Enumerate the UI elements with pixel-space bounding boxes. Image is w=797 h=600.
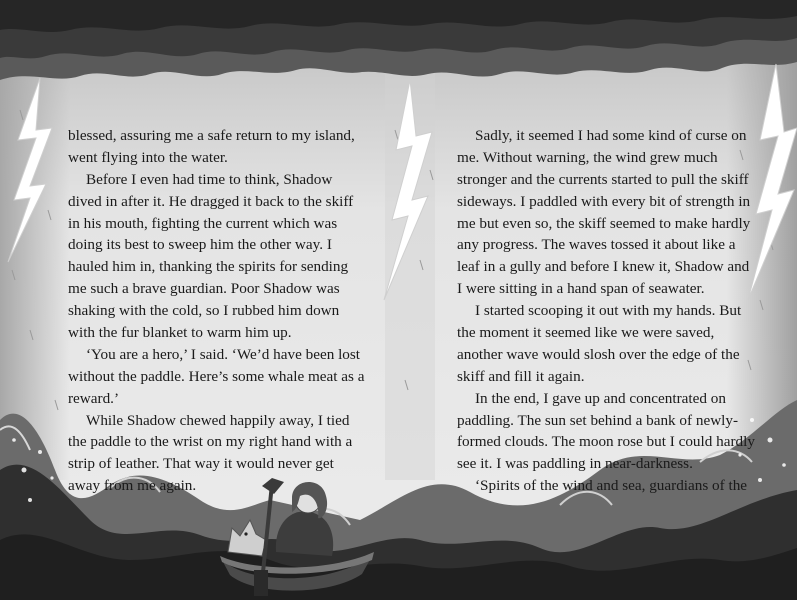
text-line: blessed, assuring me a safe return to my island, [68,127,355,144]
text-line: Sadly, it seemed I had some kind of curse on [475,127,747,144]
text-line: While Shadow chewed happily away, I tied [86,411,350,429]
text-line: I were sitting in a hand span of seawater. [457,280,705,298]
text-line: I started scooping it out with my hands. But [475,302,742,320]
text-line: In the end, I gave up and concentrated on [475,389,726,407]
text-line: away from me again. [68,477,197,495]
text-line: paddling. The sun set behind a bank of newly- [457,411,739,429]
text-line: ‘Spirits of the wind and sea, guardians of the [475,477,748,495]
text-line: formed clouds. The moon rose but I could hardly [457,433,755,451]
text-line: any progress. The waves tossed it about like a [457,236,736,254]
left-page-text [68,125,364,497]
text-line: the paddle to the wrist on my right hand with a [68,433,353,451]
text-line: without the paddle. Here’s some whale meat as a [68,367,365,385]
text-line: hauled him in, thanking the spirits for sending [68,258,349,276]
text-line: sideways. I paddled with every bit of strength in [457,192,751,210]
paddle-blade-bottom [254,570,268,596]
text-line: me such a brave guardian. Poor Shadow was [68,280,340,298]
text-line: see it. I was paddling in near-darkness. [457,455,693,473]
text-line: reward.’ [68,389,120,407]
text-line: the moment it seemed like we were saved, [457,324,715,342]
text-line: in his mouth, fighting the current which was [68,214,338,232]
text-line: shaking with the cold, so I rubbed him down [68,302,340,320]
right-page-text [457,125,755,497]
text-line: Before I even had time to think, Shadow [86,170,333,188]
text-line: went flying into the water. [68,148,228,166]
text-line: dived in after it. He dragged it back to the skiff [68,192,354,210]
text-line: me but even so, the skiff seemed to make hardly [457,214,751,232]
text-line: stronger and the currents started to pull the skiff [457,170,749,188]
text-line: ‘You are a hero,’ I said. ‘We’d have been lost [86,345,361,363]
text-line: skiff and fill it again. [457,367,585,385]
storm-clouds [0,0,797,80]
text-line: strip of leather. That way it would never get [68,455,334,473]
text-line: me. Without warning, the wind grew much [457,148,718,166]
text-line: leaf in a gully and before I knew it, Shadow and [457,258,750,276]
text-line: with the fur blanket to warm him up. [68,324,292,342]
text-line: another wave would slosh over the edge of the [457,345,740,363]
text-line: doing its best to sweep him the other way. I [68,236,332,254]
